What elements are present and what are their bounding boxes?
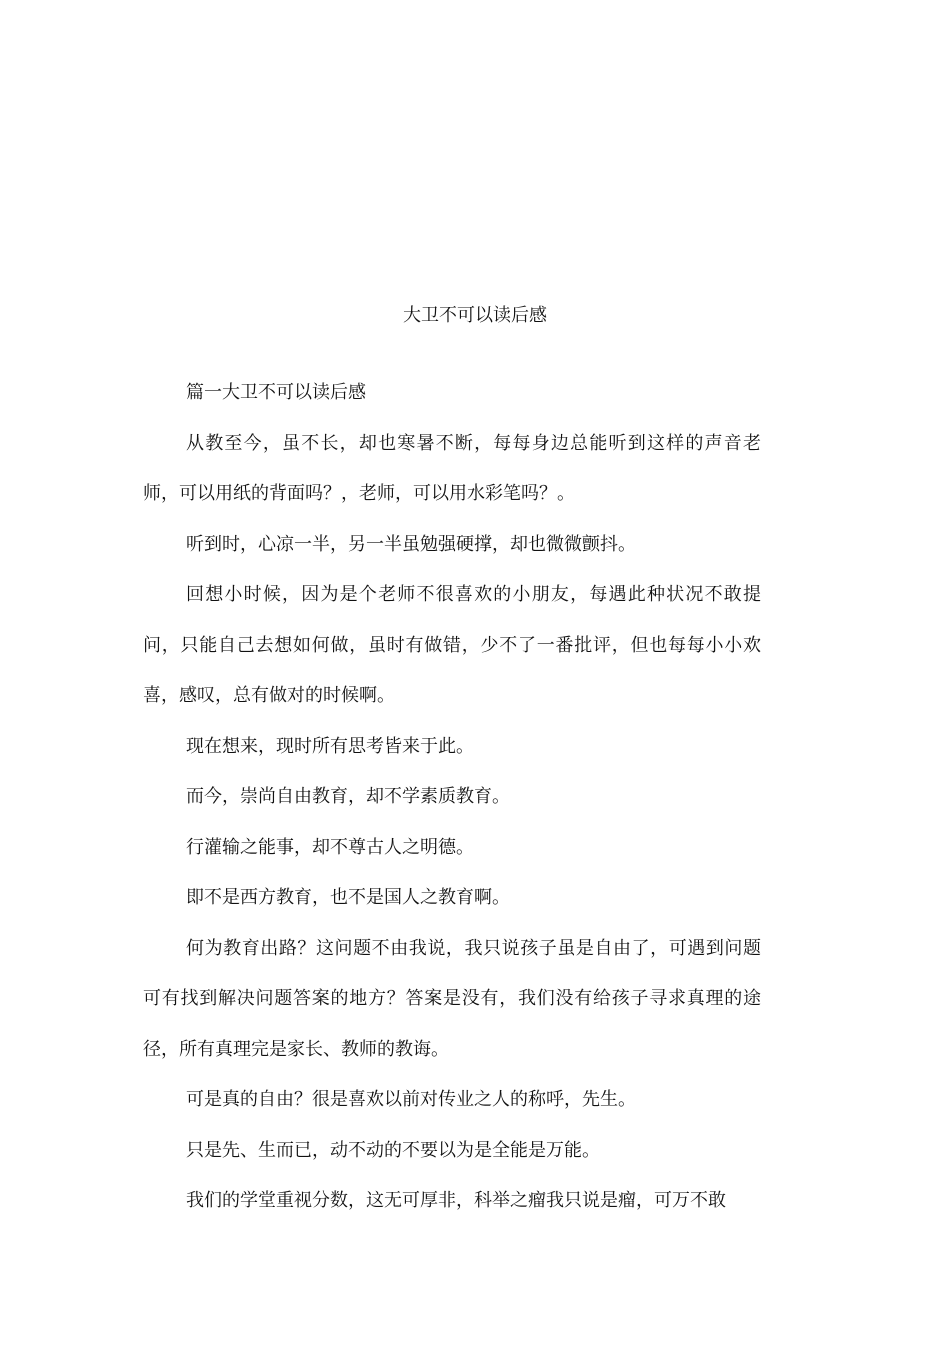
paragraph: 从教至今，虽不长，却也寒暑不断，每每身边总能听到这样的声音老师，可以用纸的背面吗？，老师，可以用水彩笔吗？。 [143, 432, 761, 504]
paragraph: 行灌输之能事，却不尊古人之明德。 [186, 836, 474, 858]
paragraph: 可是真的自由？很是喜欢以前对传业之人的称呼，先生。 [186, 1089, 636, 1110]
document-title: 大卫不可以读后感 [403, 305, 547, 326]
paragraph: 而今，崇尚自由教育，却不学素质教育。 [186, 786, 510, 807]
paragraph: 回想小时候，因为是个老师不很喜欢的小朋友，每遇此种状况不敢提问，只能自己去想如何做，虽时有做错，少不了一番批评，但也每每小小欢喜，感叹，总有做对的时候啊。 [143, 584, 761, 706]
paragraph: 现在想来，现时所有思考皆来于此。 [186, 735, 474, 757]
paragraph: 何为教育出路？这问题不由我说，我只说孩子虽是自由了，可遇到问题可有找到解决问题答案的地方？答案是没有，我们没有给孩子寻求真理的途径，所有真理完是家长、教师的教诲。 [143, 937, 761, 1060]
document-body [143, 368, 761, 1227]
paragraph: 只是先、生而已，动不动的不要以为是全能是万能。 [186, 1139, 600, 1161]
paragraph-subtitle: 篇一大卫不可以读后感 [186, 382, 366, 403]
paragraph: 听到时，心凉一半，另一半虽勉强硬撑，却也微微颤抖。 [186, 533, 636, 555]
paragraph: 我们的学堂重视分数，这无可厚非，科举之瘤我只说是瘤，可万不敢 [186, 1190, 726, 1211]
paragraph: 即不是西方教育，也不是国人之教育啊。 [186, 887, 510, 908]
